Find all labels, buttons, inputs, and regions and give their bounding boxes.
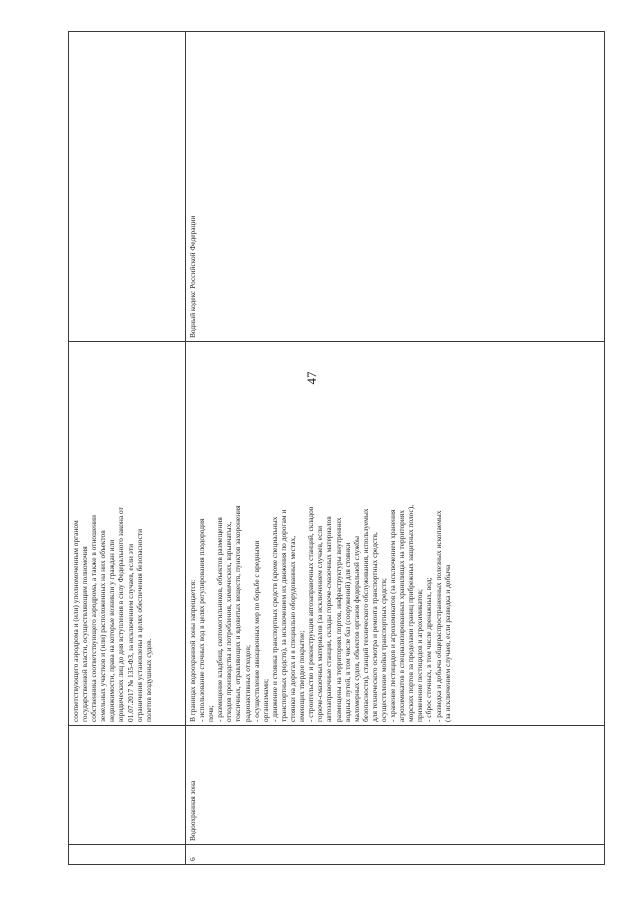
text-line: юридических лиц до дня вступления в силу Федерального закона от <box>116 507 126 722</box>
text-line: морских портов за пределами границ прибрежных защитных полос), <box>406 504 416 722</box>
text-line: - разведка и добыча общераспространенных полезных ископаемых <box>433 510 443 722</box>
text-line: организмами; <box>260 678 270 722</box>
restrictions-table <box>68 31 605 865</box>
text-line: радиоактивных отходов; <box>242 644 252 722</box>
page-number: 47 <box>304 371 319 385</box>
text-line: (за исключением случаев, если разведка и добыча <box>442 564 452 722</box>
text-line: собственника соответствующего аэродрома, а также в отношении <box>89 515 99 722</box>
text-line: отходов производства и потребления, химических, взрывчатых, <box>224 521 234 722</box>
text-line: - осуществление авиационных мер по борьбе с вредными <box>251 540 261 722</box>
text-line: - движение и стоянка транспортных средств (кроме специальных <box>269 516 279 722</box>
law-reference-cell <box>186 32 605 342</box>
text-line: для технического осмотра и ремонта транспортных средств, <box>369 532 379 722</box>
text-line: 01.07.2017 № 135-ФЗ, за исключением случаев, если эти <box>125 543 135 722</box>
restriction-text-cell <box>186 342 605 726</box>
text-line: водных путей, в том числе баз (сооружений) для стоянки <box>342 542 352 722</box>
text-line: размещены на территориях портов, инфраструктуры внутренних <box>333 517 343 722</box>
text-line: ограничения установлены в целях обеспечения безопасности <box>134 528 144 722</box>
table-row <box>69 32 186 865</box>
text-line: безопасности), станций технического обслуживания, используемых <box>360 508 370 722</box>
row-number-cell <box>186 845 605 865</box>
row-number-cell <box>69 845 186 865</box>
zone-name-cell <box>186 726 605 845</box>
text-line: - хранение пестицидов и агрохимикатов (за исключением хранения <box>388 509 398 722</box>
text-line: полетов воздушных судов. <box>143 638 153 722</box>
restriction-text <box>188 345 452 722</box>
text-line: недвижимости, права на которые возникли у граждан или <box>107 539 117 722</box>
law-reference: Водный кодекс Российской Федерации <box>188 215 197 338</box>
table-row <box>186 32 605 865</box>
text-line: В границах водоохранной зоны запрещается: <box>188 579 197 722</box>
text-line: транспортных средств), за исключением их движения по дорогам и <box>278 509 288 722</box>
zone-name: Водоохранная зона <box>188 780 197 841</box>
restriction-text <box>71 345 153 722</box>
text-line: соответствующего аэродрома и (или) уполномоченным органом <box>71 520 80 722</box>
law-reference-cell <box>69 32 186 342</box>
text-line: имеющих твердое покрытие; <box>297 630 307 722</box>
text-line: агрохимикатов в специализированных хранилищах на территориях <box>397 510 407 722</box>
text-line: - использование сточных вод в целях регулирования плодородия <box>197 518 207 722</box>
row-number: 6 <box>188 857 197 861</box>
text-line: государственной власти, осуществляющим полномочия <box>80 546 90 722</box>
rotated-page-area <box>68 32 600 865</box>
text-line: маломерных судов, объектов органов федеральной службы <box>351 536 361 722</box>
text-line: стоянки на дорогах и в специально оборудованных местах, <box>288 535 298 722</box>
restriction-text-cell <box>69 342 186 726</box>
text-line: автозаправочные станции, склады горюче-смазочных материалов <box>324 516 334 722</box>
text-line: - размещение кладбищ, скотомогильников, объектов размещения <box>215 517 225 722</box>
text-line: земельных участков и (или) расположенных на них объектов <box>98 530 108 722</box>
text-line: токсичных, отравляющих и ядовитых веществ, пунктов захоронения <box>233 505 243 722</box>
restrictions-table-wrapper <box>68 32 600 865</box>
text-line: применение пестицидов и агрохимикатов; <box>415 589 425 722</box>
text-line: осуществление мойки транспортных средств; <box>378 578 388 722</box>
text-line: - сброс сточных, в том числе дренажных, вод; <box>424 577 434 722</box>
text-line: почв; <box>206 705 216 722</box>
zone-name-cell <box>69 726 186 845</box>
text-line: - строительство и реконструкция автозаправочных станций, складов <box>306 506 316 722</box>
text-line: горюче-смазочных материалов (за исключением случаев, если <box>315 525 325 722</box>
